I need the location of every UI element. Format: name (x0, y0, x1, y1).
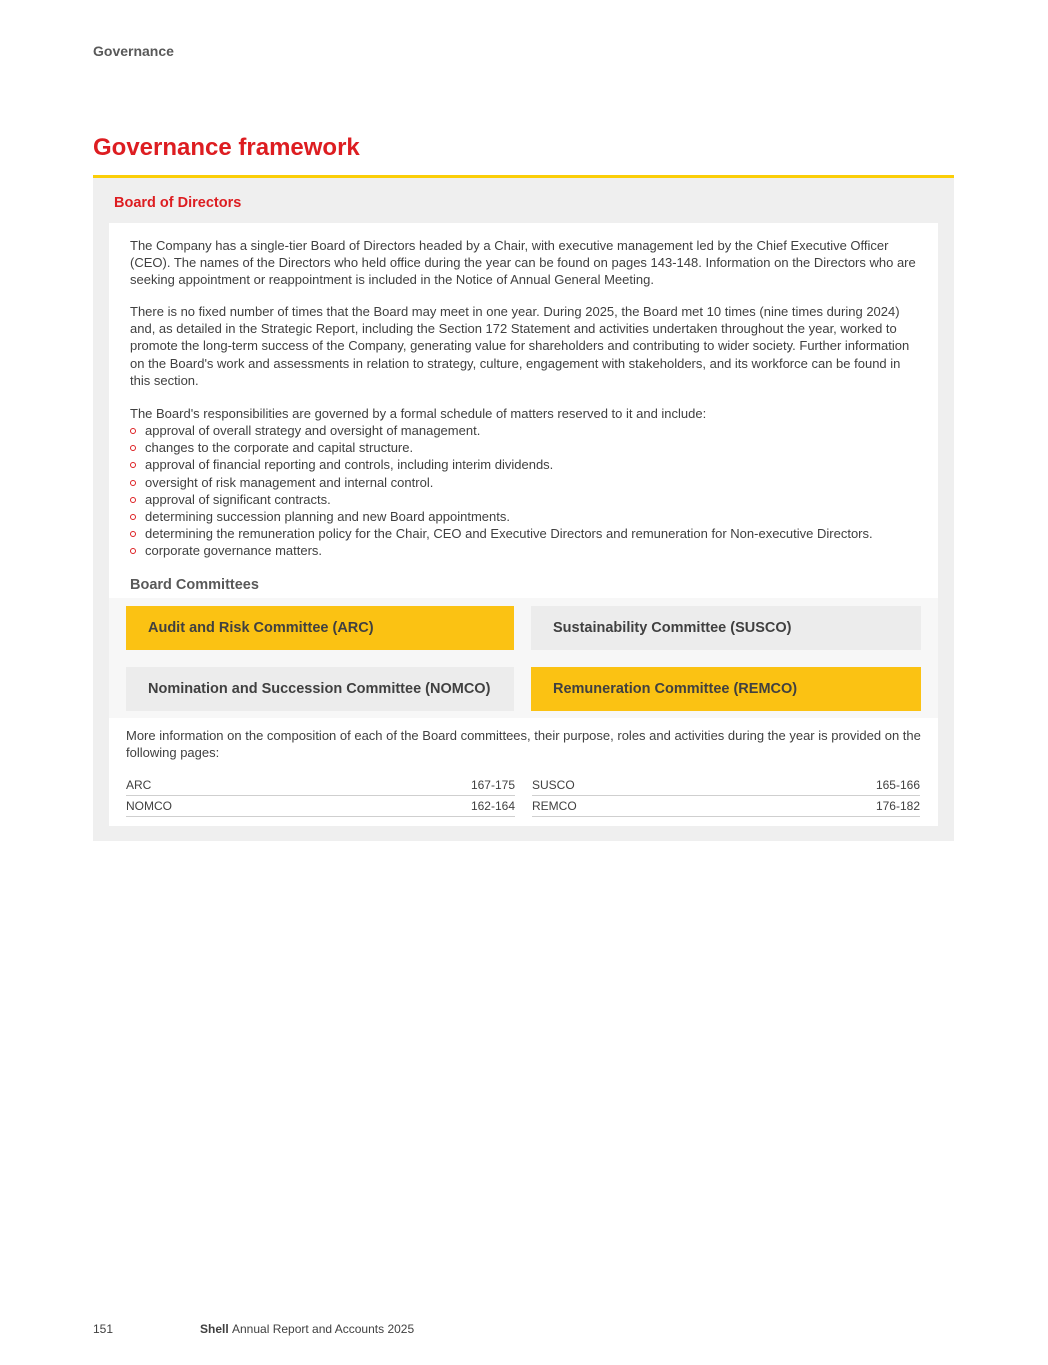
page-ref-name: REMCO (532, 799, 577, 813)
bullet-icon (130, 462, 136, 468)
committee-nomco: Nomination and Succession Committee (NOMCO) (126, 667, 514, 711)
board-heading: Board of Directors (114, 195, 242, 211)
list-item-text: determining succession planning and new Board appointments. (145, 509, 510, 525)
page-ref-row (126, 775, 515, 796)
page-ref-pages: 162-164 (470, 799, 515, 813)
more-info-paragraph: More information on the composition of each of the Board committees, their purpose, roles and activities during the year is provided on the following pages: (126, 728, 921, 761)
committees-heading: Board Committees (130, 577, 259, 593)
committees-grid (109, 598, 938, 718)
page-ref-pages: 165-166 (875, 778, 920, 792)
list-item (130, 491, 920, 508)
list-item (130, 456, 920, 473)
bullet-icon (130, 514, 136, 520)
page-ref-name: NOMCO (126, 799, 172, 813)
responsibilities-intro: The Board's responsibilities are governed by a formal schedule of matters reserved to it and include: (130, 406, 707, 421)
board-content (109, 223, 938, 826)
publication-title: Annual Report and Accounts 2025 (232, 1322, 415, 1336)
section-label: Governance (93, 43, 174, 59)
board-meetings-paragraph: There is no fixed number of times that the Board may meet in one year. During 2025, the Board met 10 times (nine times during 2024) and, as detailed in the Strategic Report, including the Section 172 Statement and activities undertaken throughout the year, worked to promote the long-term success of the Company, generating value for shareholders and contributing to wider society. Further information on the Board's work and assessments in relation to strategy, culture, engagement with stakeholders, and its workforce can be found in this section. (130, 304, 910, 388)
list-item (130, 422, 920, 439)
bullet-icon (130, 548, 136, 554)
page-title: Governance framework (93, 134, 360, 161)
bullet-icon (130, 445, 136, 451)
bullet-icon (130, 531, 136, 537)
bullet-icon (130, 480, 136, 486)
list-item-text: approval of financial reporting and controls, including interim dividends. (145, 457, 554, 473)
page-ref-row (532, 796, 920, 817)
list-item (130, 508, 920, 525)
page-number: 151 (93, 1322, 114, 1336)
committee-remco: Remuneration Committee (REMCO) (531, 667, 921, 711)
board-intro-paragraph: The Company has a single-tier Board of Directors headed by a Chair, with executive management led by the Chief Executive Officer (CEO). The names of the Directors who held office during the year can be found on pages 143-148. Information on the Directors who are seeking appointment or reappointment is included in the Notice of Annual General Meeting. (130, 238, 916, 288)
list-item-text: changes to the corporate and capital structure. (145, 440, 414, 456)
page-ref-name: ARC (126, 778, 152, 792)
page-ref-row (532, 775, 920, 796)
bullet-icon (130, 497, 136, 503)
page-ref-name: SUSCO (532, 778, 575, 792)
page-ref-pages: 167-175 (470, 778, 515, 792)
responsibilities-list (130, 422, 920, 560)
list-item (130, 542, 920, 559)
page-ref-pages: 176-182 (875, 799, 920, 813)
list-item (130, 474, 920, 491)
list-item-text: approval of significant contracts. (145, 491, 331, 507)
list-item-text: approval of overall strategy and oversight of management. (145, 423, 481, 438)
committee-arc: Audit and Risk Committee (ARC) (126, 606, 514, 650)
list-item-text: oversight of risk management and internal control. (145, 474, 434, 490)
page-ref-row (126, 796, 515, 817)
list-item-text: determining the remuneration policy for the Chair, CEO and Executive Directors and remuneration for Non-executive Directors. (145, 526, 873, 542)
bullet-icon (130, 428, 136, 434)
committee-susco: Sustainability Committee (SUSCO) (531, 606, 921, 650)
brand-name: Shell (200, 1322, 229, 1336)
list-item-text: corporate governance matters. (145, 543, 323, 559)
list-item (130, 439, 920, 456)
list-item (130, 525, 920, 542)
board-of-directors-panel (93, 175, 954, 841)
